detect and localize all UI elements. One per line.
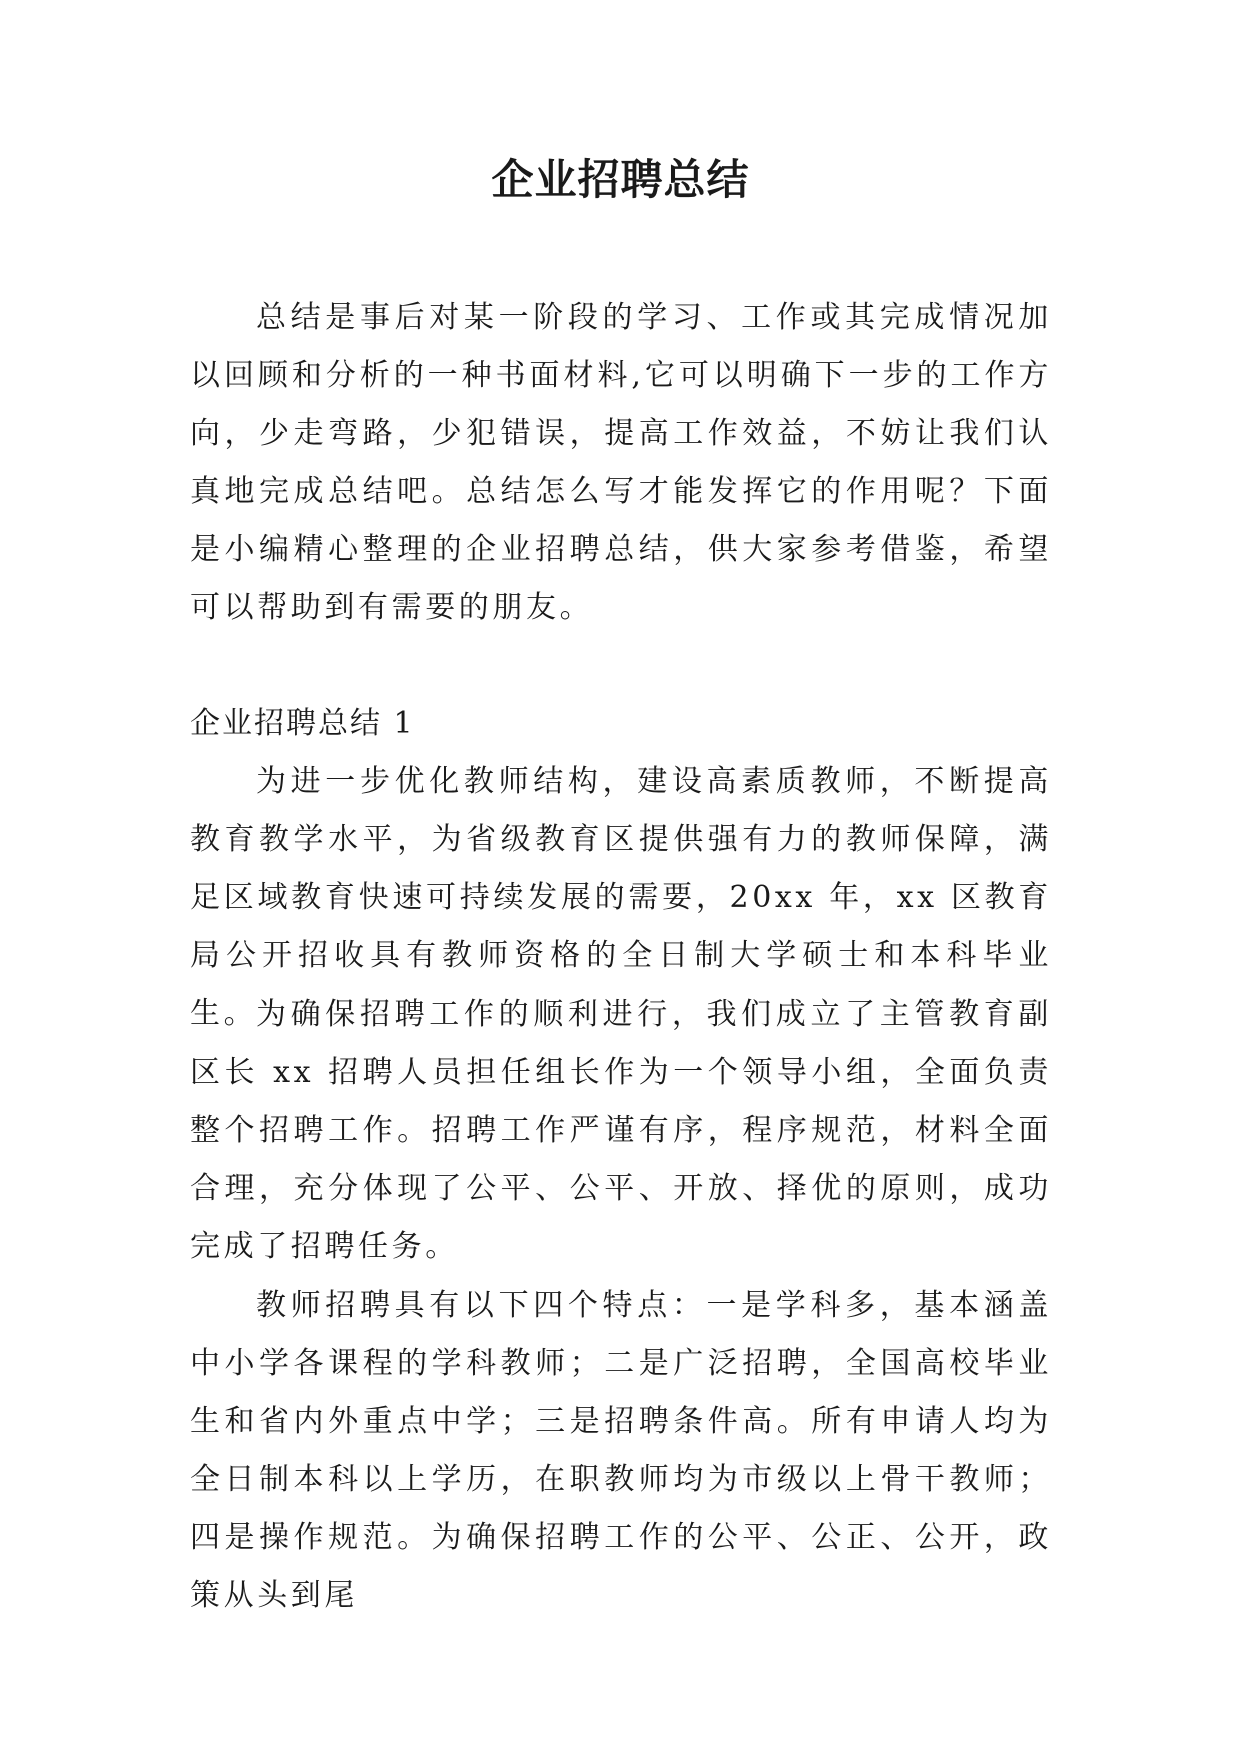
document-title: 企业招聘总结 [491,155,750,204]
body-paragraph: 为确保招聘工作的顺利进行，我们成立了主管教育副区长 xx 招聘人员担任组长作为一个领导小组，全面负责整个招聘工作。招聘工作严谨有序，程序规范，材料全面合理，充分体现了公平、公平、开放、择优的原则，成功完成了招聘任务。 [190,997,1052,1264]
section-heading: 企业招聘总结 1 [190,706,415,741]
body-paragraph: 为进一步优化教师结构，建设高素质教师，不断提高教育教学水平，为省级教育区提供强有力的教师保障，满足区域教育快速可持续发展的需要，20xx 年，xx 区教育局公开招收具有教师资格的全日制大学硕士和本科毕业生。 [190,764,1052,1031]
body-paragraph: 教师招聘具有以下四个特点：一是学科多，基本涵盖中小学各课程的学科教师；二是广泛招聘，全国高校毕业生和省内外重点中学；三是招聘条件高。所有申请人均为全日制本科以上学历，在职教师均为市级以上骨干教师；四是操作规范。为确保招聘工作的公平、公正、公开，政策从头到尾 [190,1288,1052,1613]
intro-paragraph: 总结是事后对某一阶段的学习、工作或其完成情况加以回顾和分析的一种书面材料,它可以明确下一步的工作方向，少走弯路，少犯错误，提高工作效益，不妨让我们认真地完成总结吧。总结怎么写才能发挥它的作用呢？下面是小编精心整理的企业招聘总结，供大家参考借鉴，希望可以帮助到有需要的朋友。 [190,300,1052,625]
